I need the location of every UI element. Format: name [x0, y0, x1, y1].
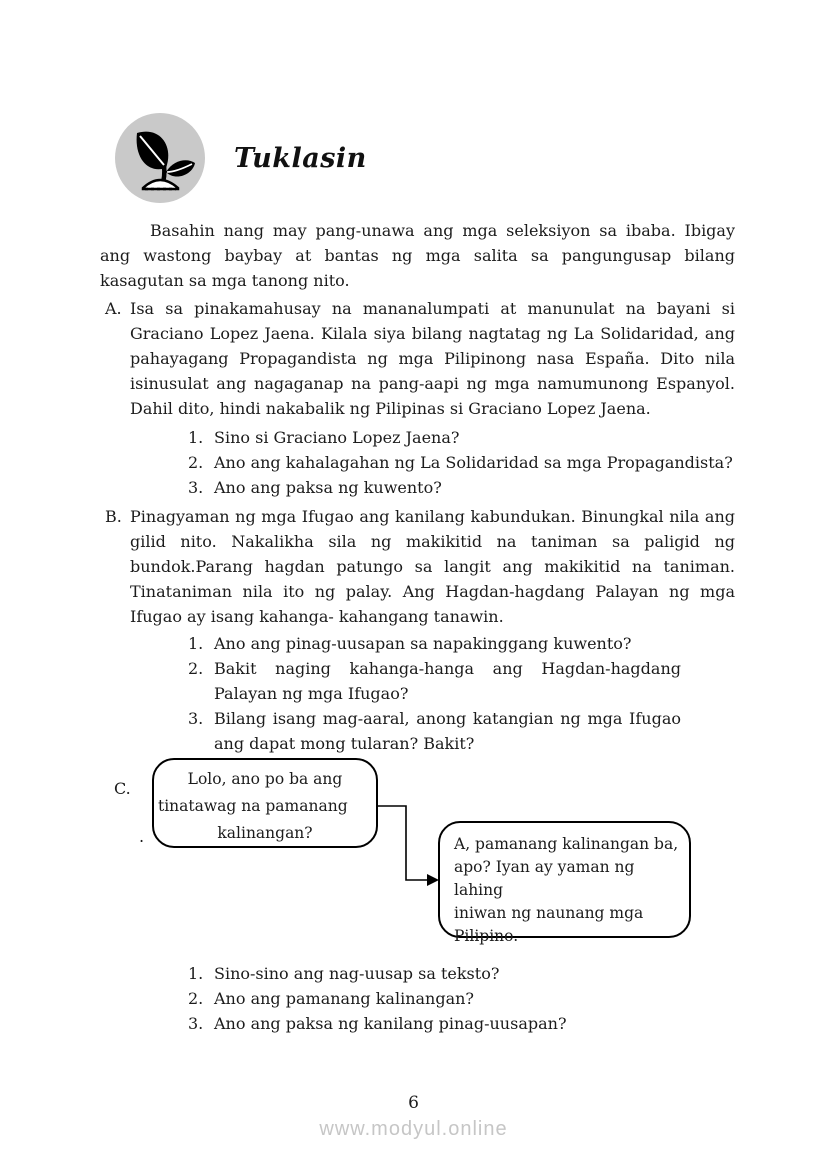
question-text: Sino si Graciano Lopez Jaena?	[214, 428, 460, 447]
watermark: www.modyul.online	[319, 1118, 508, 1140]
question-text: Ano ang pinag-uusapan sa napakinggang kuwento?	[214, 634, 632, 653]
question-number: 3.	[188, 709, 204, 728]
question-text: Ano ang paksa ng kuwento?	[214, 478, 442, 497]
question-row	[188, 1011, 735, 1036]
intro-paragraph: Basahin nang may pang-unawa ang mga seleksiyon sa ibaba. Ibigay ang wastong baybay at bantas ng mga salita sa pangungusap bilang kasagutan sa mga tanong nito.	[100, 221, 735, 290]
section-b-questions	[188, 631, 735, 756]
section-a	[100, 296, 735, 421]
bubble-line: A, pamanang kalinangan ba,	[454, 835, 679, 853]
bubble-line: iniwan ng naunang mga	[454, 904, 644, 922]
bubble-line: Pilipino.	[454, 927, 519, 945]
section-b-label: B.	[105, 507, 122, 526]
section-a-questions	[188, 425, 735, 500]
section-b-paragraph: Pinagyaman ng mga Ifugao ang kanilang kabundukan. Binungkal nila ang gilid nito. Nakalikha sila ng makikitid na taniman sa paligid ng bundok.Parang hagdan patungo sa langit ang makikitid na taniman. Tinataniman nila ito ng palay. Ang Hagdan-hagdang Palayan ng mga Ifugao ay isang kahanga- kahangang tanawin.	[130, 507, 735, 626]
section-c	[100, 758, 735, 945]
question-row	[188, 961, 735, 986]
question-text: Bilang isang mag-aaral, anong katangian ng mga Ifugao ang dapat mong tularan? Bakit?	[214, 709, 681, 753]
speech-bubble-grandchild	[152, 758, 378, 848]
question-number: 2.	[188, 659, 204, 678]
bubble-line: Lolo, ano po ba ang	[187, 770, 343, 788]
section-a-label: A.	[105, 299, 122, 318]
page-header	[114, 112, 367, 204]
question-row	[188, 475, 735, 500]
question-number: 2.	[188, 989, 204, 1008]
question-number: 1.	[188, 964, 204, 983]
connector-arrow	[377, 800, 441, 886]
section-c-questions	[188, 961, 735, 1036]
bubble-line: apo? Iyan ay yaman ng lahing	[454, 858, 635, 899]
page-title: Tuklasin	[234, 142, 367, 174]
question-row	[188, 450, 735, 475]
stray-period: .	[139, 827, 145, 846]
question-text: Ano ang pamanang kalinangan?	[214, 989, 474, 1008]
question-number: 1.	[188, 428, 204, 447]
section-b	[100, 504, 735, 629]
bubble-line: tinatawag na pamanang	[158, 797, 348, 815]
question-row	[188, 656, 735, 706]
bubble-line: kalinangan?	[217, 824, 313, 842]
speech-bubble-grandfather	[438, 821, 691, 945]
page-content	[100, 218, 735, 1036]
question-text: Ano ang kahalagahan ng La Solidaridad sa mga Propagandista?	[214, 453, 733, 472]
question-number: 2.	[188, 453, 204, 472]
question-number: 1.	[188, 634, 204, 653]
section-c-label: C.	[114, 779, 131, 798]
question-number: 3.	[188, 1014, 204, 1033]
page-number: 6	[408, 1093, 419, 1113]
question-text: Ano ang paksa ng kanilang pinag-uusapan?	[214, 1014, 567, 1033]
question-number: 3.	[188, 478, 204, 497]
question-row	[188, 425, 735, 450]
question-row	[188, 631, 735, 656]
question-row	[188, 706, 735, 756]
seedling-icon	[114, 112, 206, 204]
section-a-paragraph: Isa sa pinakamahusay na mananalumpati at manunulat na bayani si Graciano Lopez Jaena. Kilala siya bilang nagtatag ng La Solidaridad, ang pahayagang Propagandista ng mga Pilipinong nasa España. Dito nila isinusulat ang nagaganap na pang-aapi ng mga namumunong Espanyol. Dahil dito, hindi nakabalik ng Pilipinas si Graciano Lopez Jaena.	[130, 299, 735, 418]
question-text: Sino-sino ang nag-uusap sa teksto?	[214, 964, 500, 983]
question-text: Bakit naging kahanga-hanga ang Hagdan-hagdang Palayan ng mga Ifugao?	[214, 659, 681, 703]
question-row	[188, 986, 735, 1011]
